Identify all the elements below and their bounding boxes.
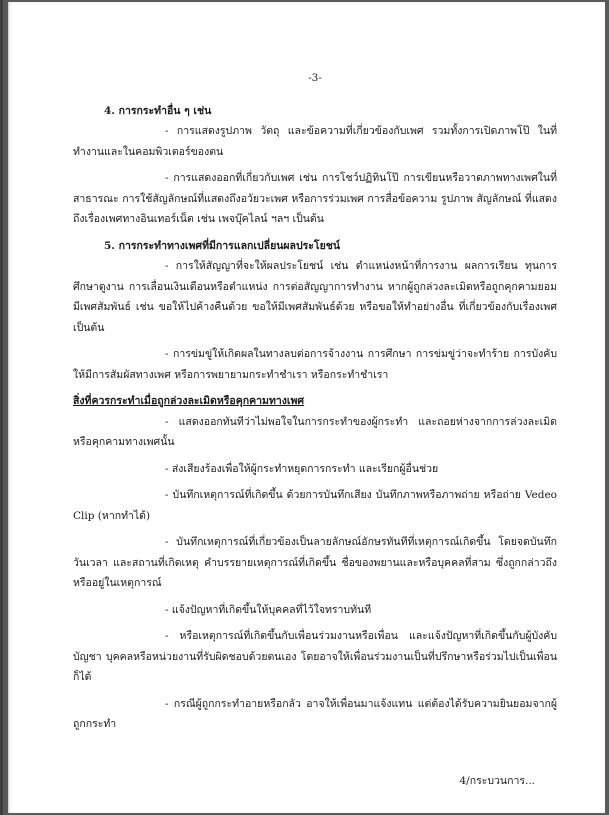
page-number: -3-: [308, 72, 322, 84]
action-paragraph: - กรณีผู้ถูกกระทำอายหรือกลัว อาจให้เพื่อนมาแจ้งแทน แต่ต้องได้รับความยินยอมจากผู้ถูกกระทำ: [73, 697, 557, 730]
section-4-paragraph: - การแสดงออกที่เกี่ยวกับเพศ เช่น การโชว์ปฏิทินโป๊ การเขียนหรือวาดภาพทางเพศในที่สาธารณะ การใช้สัญลักษณ์ที่แสดงถึงอวัยวะเพศ หรือการร่วมเพศ การสื่อข้อความ รูปภาพ สัญลักษณ์ ที่แสดงถึงเรื่องเพศทางอินเทอร์เน็ต เช่น เพจบุ๊คไลน์ ฯลฯ เป็นต้น: [73, 172, 557, 225]
action-paragraph: - บันทึกเหตุการณ์ที่เกิดขึ้น ด้วยการบันทึกเสียง บันทึกภาพหรือภาพถ่าย หรือถ่าย Vedeo Clip (หากทำได้): [73, 489, 557, 522]
section-4: [73, 101, 557, 230]
action-paragraph: - บันทึกเหตุการณ์ที่เกี่ยวข้องเป็นลายลักษณ์อักษรทันทีที่เหตุการณ์เกิดขึ้น โดยจดบันทึกวันเวลา และสถานที่เกิดเหตุ คำบรรยายเหตุการณ์ที่เกิดขึ้น ชื่อของพยานและหรือบุคคลที่สาม ซึ่งถูกกล่าวถึงหรืออยู่ในเหตุการณ์: [73, 536, 557, 589]
action-paragraph: - แสดงออกทันทีว่าไม่พอใจในการกระทำของผู้กระทำ และถอยห่างจากการล่วงละเมิดหรือคุกคามทางเพศนั้น: [73, 415, 557, 448]
document-page: [8, 2, 605, 813]
section-5-heading: 5. การกระทำทางเพศที่มีการแลกเปลี่ยนผลประโยชน์: [104, 239, 341, 252]
action-paragraph: - แจ้งปัญหาที่เกิดขึ้นให้บุคคลที่ไว้ใจทราบทันที: [165, 603, 372, 616]
action-paragraph: - ส่งเสียงร้องเพื่อให้ผู้กระทำหยุดการกระทำ และเรียกผู้อื่นช่วย: [165, 462, 439, 475]
section-4-heading: 4. การกระทำอื่น ๆ เช่น: [104, 104, 212, 117]
page-content: [73, 68, 557, 735]
section-5-paragraph: - การให้สัญญาที่จะให้ผลประโยชน์ เช่น ตำแหน่งหน้าที่การงาน ผลการเรียน ทุนการศึกษาดูงาน การเลื่อนเงินเดือนหรือตำแหน่ง การต่อสัญญาการทำงาน หากผู้ถูกล่วงละเมิดหรือถูกคุกคามยอมมีเพศสัมพันธ์ เช่น ขอให้ไปค้างคืนด้วย ขอให้มีเพศสัมพันธ์ด้วย หรือขอให้ทำอย่างอื่น ที่เกี่ยวข้องกับเรื่องเพศ เป็นต้น: [73, 260, 557, 334]
section-5-paragraph: - การข่มขู่ให้เกิดผลในทางลบต่อการจ้างงาน การศึกษา การข่มขู่ว่าจะทำร้าย การบังคับให้มีการสัมผัสทางเพศ หรือการพยายามกระทำชำเรา หรือกระทำชำเรา: [73, 348, 557, 381]
page-footer-continuation: 4/กระบวนการ...: [459, 775, 535, 787]
section-actions-heading: สิ่งที่ควรกระทำเมื่อถูกล่วงละเมิดหรือคุกคามทางเพศ: [73, 395, 305, 407]
action-paragraph: - หรือเหตุการณ์ที่เกิดขึ้นกับเพื่อนร่วมงานหรือเพื่อน และแจ้งปัญหาที่เกิดขึ้นกับผู้บังคับบัญชา บุคคลหรือหน่วยงานที่รับผิดชอบด้วยตนเอง โดยอาจให้เพื่อนร่วมงานเป็นที่ปรึกษาหรือร่วมไปเป็นเพื่อนก็ได้: [73, 630, 557, 683]
scan-edge: [0, 0, 3, 815]
section-4-paragraph: - การแสดงรูปภาพ วัตถุ และข้อความที่เกี่ยวข้องกับเพศ รวมทั้งการเปิดภาพโป๊ ในที่ทำงานและในคอมพิวเตอร์ของตน: [73, 125, 557, 158]
section-5: [73, 236, 557, 386]
section-actions: [73, 391, 557, 735]
